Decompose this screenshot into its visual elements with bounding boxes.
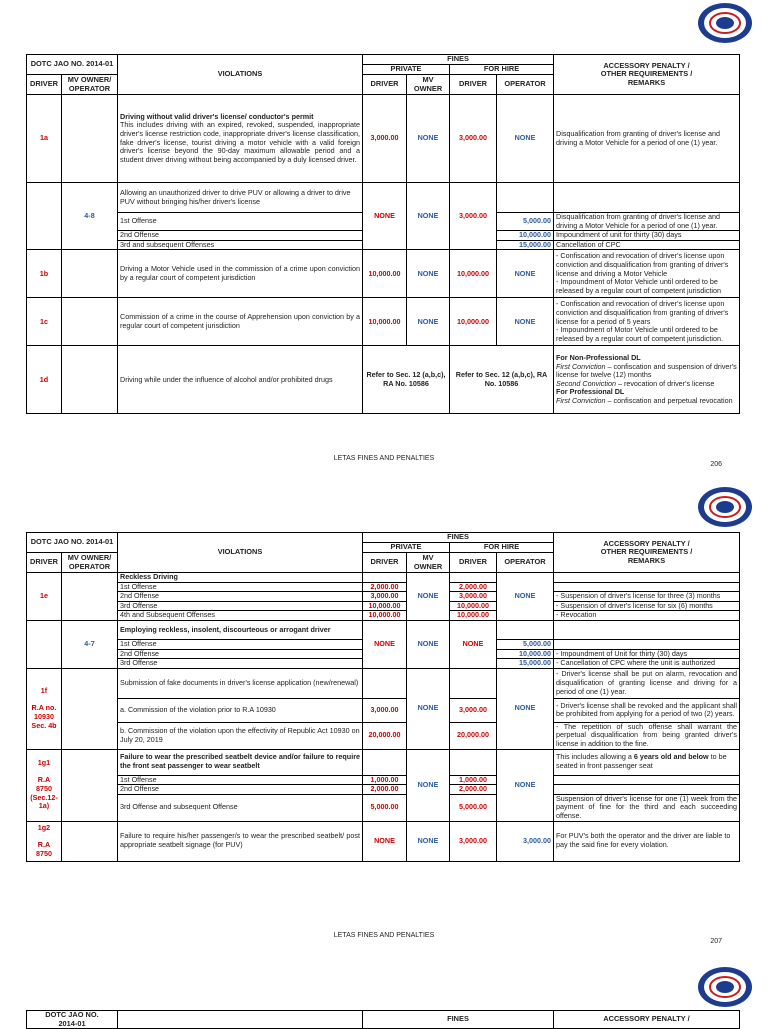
remarks-cell (554, 346, 740, 414)
violation-1g1-title: Failure to wear the prescribed seatbelt device and/or failure to require the front seat passenger to wear seatbelt (118, 749, 363, 775)
fines-table-206 (26, 54, 740, 414)
violations-header: VIOLATIONS (118, 533, 363, 573)
remarks-cell (554, 298, 740, 346)
fine-cell: NONE (407, 573, 450, 621)
table-row (27, 785, 740, 795)
fine-cell: 15,000.00 (497, 659, 554, 669)
fine-cell: Refer to Sec. 12 (a,b,c), RA No. 10586 (363, 346, 450, 414)
fine-cell: 3,000.00 (450, 592, 497, 602)
private-owner-header: MV OWNER (407, 75, 450, 95)
fine-cell: 3,000.00 (363, 95, 407, 183)
fine-cell: 3,000.00 (450, 821, 497, 861)
fine-cell: NONE (407, 298, 450, 346)
accessory-header-l2: OTHER REQUIREMENTS / (600, 69, 693, 79)
fine-cell: NONE (363, 620, 407, 668)
remark-line: This includes allowing a (556, 752, 634, 762)
violation-1a-title: Driving without valid driver's license/ conductor's permit (120, 111, 314, 121)
footer-title: LETAS FINES AND PENALTIES (333, 932, 435, 939)
table-row (27, 611, 740, 621)
remark-line: - Impoundment of Motor Vehicle until ordered to be released by a regular court of competent jurisdiction. (556, 325, 724, 343)
table-row (27, 668, 740, 698)
code-1c: 1c (27, 298, 62, 346)
fine-cell: NONE (407, 749, 450, 821)
remarks-cell: - Driver's license shall be put on alarm, revocation and disqualification of granting license and driving for a period of one (1) year. (554, 668, 740, 698)
table-row (27, 250, 740, 298)
private-driver-header: DRIVER (363, 553, 407, 573)
fine-cell: 10,000.00 (497, 649, 554, 659)
accessory-header-l3: REMARKS (627, 555, 666, 565)
fine-cell: 10,000.00 (450, 298, 497, 346)
offense-label: 3rd Offense and subsequent Offense (118, 794, 363, 821)
fine-cell: 10,000.00 (363, 601, 407, 611)
private-driver-header: DRIVER (363, 75, 407, 95)
violation-4-8: Allowing an unauthorized driver to drive PUV or allowing a driver to drive PUV without bringing his/her driver's license (118, 183, 363, 213)
code-1f-label: 1f (40, 686, 48, 696)
violation-4-7-title: Employing reckless, insolent, discourteous or arrogant driver (118, 620, 363, 639)
lto-seal-icon (696, 966, 754, 1008)
fine-cell: NONE (497, 573, 554, 621)
table-row (27, 821, 740, 861)
violation-1a (118, 95, 363, 183)
table-row (27, 620, 740, 639)
table-row (27, 95, 740, 183)
private-header: PRIVATE (363, 543, 450, 553)
fine-cell: 5,000.00 (497, 213, 554, 231)
table-row (27, 573, 740, 583)
fine-cell: 1,000.00 (363, 775, 407, 785)
for-hire-header: FOR HIRE (450, 543, 554, 553)
fine-cell: 10,000.00 (450, 611, 497, 621)
fine-cell: 3,000.00 (497, 821, 554, 861)
offense-label: 4th and Subsequent Offenses (118, 611, 363, 621)
accessory-header: ACCESSORY PENALTY / (554, 1011, 740, 1029)
table-row (27, 794, 740, 821)
remark-line: – revocation of driver's license (615, 378, 715, 388)
fine-cell: NONE (497, 95, 554, 183)
code-1b: 1b (27, 250, 62, 298)
code-1g2 (27, 821, 62, 861)
violation-1f-a: a. Commission of the violation prior to R.A 10930 (118, 698, 363, 722)
fine-cell: 20,000.00 (450, 722, 497, 749)
accessory-header-l1: ACCESSORY PENALTY / (603, 60, 690, 70)
fines-header: FINES (363, 55, 554, 65)
page-number: 206 (710, 461, 722, 468)
fine-cell: 10,000.00 (497, 231, 554, 241)
remarks-cell: For PUV's both the operator and the driver are liable to pay the said fine for every violation. (554, 821, 740, 861)
remarks-cell: Impoundment of unit for thirty (30) days (554, 231, 740, 241)
fine-cell: 10,000.00 (450, 601, 497, 611)
violation-1d: Driving while under the influence of alcohol and/or prohibited drugs (118, 346, 363, 414)
fine-cell: 3,000.00 (363, 592, 407, 602)
offense-label: 2nd Offense (118, 649, 363, 659)
code-1a: 1a (27, 95, 62, 183)
fines-header: FINES (363, 1011, 554, 1029)
mv-owner-header: MV OWNER/ OPERATOR (62, 553, 118, 573)
offense-label: 1st Offense (118, 775, 363, 785)
remarks-cell: - Suspension of driver's license for three (3) months (554, 592, 740, 602)
remarks-cell: - Impoundment of Unit for thirty (30) days (554, 649, 740, 659)
hire-operator-header: OPERATOR (497, 553, 554, 573)
offense-label: 2nd Offense (118, 592, 363, 602)
code-1e: 1e (27, 573, 62, 621)
remark-label: First Conviction (556, 396, 606, 406)
offense-label: 3rd and subsequent Offenses (118, 240, 363, 250)
fines-table-208 (26, 1010, 740, 1029)
offense-label: 1st Offense (118, 582, 363, 592)
violations-header: VIOLATIONS (118, 55, 363, 95)
violation-1e-title: Reckless Driving (118, 573, 363, 583)
for-hire-header: FOR HIRE (450, 65, 554, 75)
driver-header: DRIVER (27, 75, 62, 95)
fine-cell: NONE (497, 668, 554, 749)
dotc-header-l1: DOTC JAO NO. (45, 1010, 99, 1019)
private-owner-header: MV OWNER (407, 553, 450, 573)
fine-cell: 20,000.00 (363, 722, 407, 749)
remarks-cell: - Suspension of driver's license for six (6) months (554, 601, 740, 611)
dotc-header (27, 1011, 118, 1029)
fine-cell: NONE (497, 250, 554, 298)
remarks-cell: Disqualification from granting of driver's license and driving a Motor Vehicle for a period of one (1) year. (554, 213, 740, 231)
violation-1g2: Failure to require his/her passenger/s to wear the prescribed seatbelt/ post appropriate seatbelt signage (for PUV) (118, 821, 363, 861)
fine-cell: 2,000.00 (363, 582, 407, 592)
remark-line: to be seated in front passenger seat (556, 752, 727, 771)
accessory-header (554, 55, 740, 95)
footer-title: LETAS FINES AND PENALTIES (333, 455, 435, 462)
table-row (27, 601, 740, 611)
remark-label: First Conviction (556, 361, 606, 371)
offense-label: 1st Offense (118, 639, 363, 649)
mv-owner-header: MV OWNER/ OPERATOR (62, 75, 118, 95)
fine-cell: NONE (407, 250, 450, 298)
table-row (27, 183, 740, 213)
remark-line: - Impoundment of Motor Vehicle until ordered to be released by a regular court of competent jurisdiction (556, 277, 722, 295)
violation-1c: Commission of a crime in the course of Apprehension upon conviction by a regular court of competent jurisdiction (118, 298, 363, 346)
remark-heading: For Non-Professional DL (556, 353, 641, 363)
hire-driver-header: DRIVER (450, 553, 497, 573)
fine-cell: 10,000.00 (363, 298, 407, 346)
table-row (27, 698, 740, 722)
remark-line: – confiscation and perpetual revocation (605, 396, 733, 406)
code-1g1-label: 1g1 (37, 758, 51, 768)
fine-cell: NONE (363, 821, 407, 861)
hire-driver-header: DRIVER (450, 75, 497, 95)
table-row (27, 749, 740, 775)
remarks-cell (554, 749, 740, 775)
page-number: 207 (710, 938, 722, 945)
fine-cell: NONE (407, 95, 450, 183)
table-row (27, 775, 740, 785)
dotc-header-l2: 2014-01 (58, 1018, 86, 1028)
offense-label: 2nd Offense (118, 231, 363, 241)
law-reference: R.A 8750 (Sec.12-1a) (30, 775, 58, 811)
accessory-header-l1: ACCESSORY PENALTY / (603, 538, 690, 548)
code-1d: 1d (27, 346, 62, 414)
remark-line: - Confiscation and revocation of driver's license upon conviction and disqualification from granting of driver's license and driving a Motor Vehicle (556, 251, 729, 278)
fine-cell: 10,000.00 (363, 250, 407, 298)
code-1g2-label: 1g2 (37, 822, 51, 832)
code-4-7: 4-7 (62, 620, 118, 668)
remarks-cell (554, 250, 740, 298)
private-header: PRIVATE (363, 65, 450, 75)
remarks-cell: - The repetition of such offense shall warrant the perpetual disqualification from being granted driver's license in addition to the fine. (554, 722, 740, 749)
dotc-header: DOTC JAO NO. 2014-01 (27, 533, 118, 553)
accessory-header-l3: REMARKS (627, 77, 666, 87)
fine-cell: 2,000.00 (363, 785, 407, 795)
fine-cell: NONE (497, 749, 554, 821)
violation-1a-desc: This includes driving with an expired, revoked, suspended, inappropriate driver's license restriction code, inappropriate driver's license classification, fake driver's license, tourist driving a motor vehicle with a valid foreign driver's license beyond the 90-day maximum allowable period and a student driver driving without being accompanied by a duly licensed driver. (120, 120, 360, 164)
remark-line: – confiscation and suspension of driver's license for twelve (12) months (556, 361, 737, 380)
fine-cell: NONE (363, 183, 407, 250)
fine-cell: 2,000.00 (450, 785, 497, 795)
fine-cell: 10,000.00 (363, 611, 407, 621)
fine-cell: 15,000.00 (497, 240, 554, 250)
remarks-cell: Cancellation of CPC (554, 240, 740, 250)
fine-cell: 2,000.00 (450, 582, 497, 592)
offense-label: 3rd Offense (118, 659, 363, 669)
accessory-header-l2: OTHER REQUIREMENTS / (600, 547, 693, 557)
lto-seal-icon (696, 2, 754, 44)
remark-line: - Confiscation and revocation of driver's license upon conviction and disqualification from granting of driver's license for a period of 5 years (556, 299, 729, 326)
remark-heading: For Professional DL (556, 387, 625, 397)
fine-cell: Refer to Sec. 12 (a,b,c), RA No. 10586 (450, 346, 554, 414)
fine-cell: 5,000.00 (450, 794, 497, 821)
code-1g1 (27, 749, 62, 821)
violation-1f: Submission of fake documents in driver's license application (new/renewal) (118, 668, 363, 698)
table-row (27, 582, 740, 592)
hire-operator-header: OPERATOR (497, 75, 554, 95)
violation-1f-b: b. Commission of the violation upon the effectivity of Republic Act 10930 on July 20, 2019 (118, 722, 363, 749)
remarks-cell: - Driver's license shall be revoked and the applicant shall be prohibited from applying for a period of two (2) years. (554, 698, 740, 722)
law-reference: R.A 8750 (36, 840, 52, 858)
fine-cell: NONE (497, 298, 554, 346)
table-row (27, 346, 740, 414)
table-row (27, 722, 740, 749)
table-row (27, 298, 740, 346)
remark-bold: 6 years old and below (633, 752, 709, 762)
fine-cell: 3,000.00 (450, 183, 497, 250)
remark-label: Second Conviction (556, 378, 616, 388)
violation-1b: Driving a Motor Vehicle used in the commission of a crime upon conviction by a regular court of competent jurisdiction (118, 250, 363, 298)
code-4-8: 4-8 (62, 183, 118, 250)
dotc-header: DOTC JAO NO. 2014-01 (27, 55, 118, 75)
fine-cell: 3,000.00 (363, 698, 407, 722)
offense-label: 3rd Offense (118, 601, 363, 611)
fine-cell: NONE (407, 620, 450, 668)
fine-cell: 3,000.00 (450, 95, 497, 183)
fine-cell: 3,000.00 (450, 698, 497, 722)
fine-cell: NONE (407, 821, 450, 861)
remarks-cell: Disqualification from granting of driver's license and driving a Motor Vehicle for a period of one (1) year. (554, 95, 740, 183)
fine-cell: 10,000.00 (450, 250, 497, 298)
fines-header: FINES (363, 533, 554, 543)
remarks-cell: - Revocation (554, 611, 740, 621)
driver-header: DRIVER (27, 553, 62, 573)
fine-cell: 1,000.00 (450, 775, 497, 785)
offense-label: 1st Offense (118, 213, 363, 231)
remarks-cell: - Cancellation of CPC where the unit is authorized (554, 659, 740, 669)
accessory-header (554, 533, 740, 573)
fine-cell: NONE (407, 183, 450, 250)
fine-cell: 5,000.00 (363, 794, 407, 821)
code-1f (27, 668, 62, 749)
fine-cell: NONE (407, 668, 450, 749)
fines-table-207 (26, 532, 740, 862)
lto-seal-icon (696, 486, 754, 528)
remarks-cell: Suspension of driver's license for one (1) week from the payment of fine for the third and each succeeding offense. (554, 794, 740, 821)
fine-cell: 5,000.00 (497, 639, 554, 649)
offense-label: 2nd Offense (118, 785, 363, 795)
fine-cell: NONE (450, 620, 497, 668)
table-row (27, 592, 740, 602)
law-reference: R.A no. 10930 Sec. 4b (31, 703, 57, 730)
